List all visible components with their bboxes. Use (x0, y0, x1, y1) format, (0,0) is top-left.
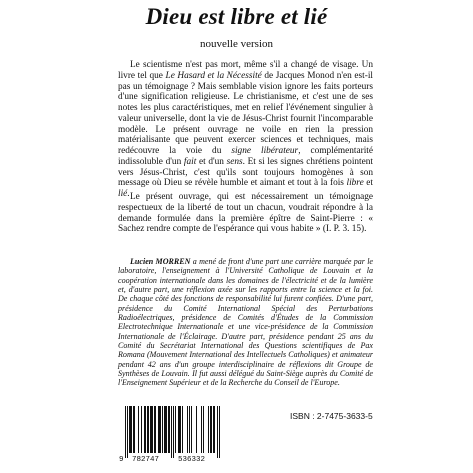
barcode-bar (165, 406, 166, 453)
barcode-bar (166, 406, 167, 453)
barcode-bar (203, 406, 204, 453)
barcode-bar (196, 406, 197, 453)
barcode-bar (214, 406, 215, 453)
barcode-bar (189, 406, 190, 453)
barcode-bar (191, 406, 192, 453)
barcode-bar (164, 406, 165, 453)
barcode-bar (168, 406, 169, 453)
barcode-bar (182, 406, 183, 453)
barcode-bar (141, 406, 142, 453)
barcode-bar (144, 406, 145, 453)
barcode-group-1: 782747 (131, 456, 160, 464)
barcode-bar (158, 406, 159, 453)
barcode-guard-bar (173, 406, 174, 458)
barcode-bar (211, 406, 212, 453)
barcode-bar (208, 406, 209, 453)
barcode-bar (134, 406, 135, 453)
barcode-bar (150, 406, 151, 453)
barcode-bar (138, 406, 139, 453)
barcode-bar (187, 406, 188, 453)
barcode-bar (160, 406, 161, 453)
barcode-bar (180, 406, 181, 453)
summary-paragraph-1: Le scientisme n'est pas mort, même s'il a changé de visage. Un livre tel que Le Hasard et la Nécessité de Jacques Monod n'en est-il pas un témoignage ? Mais semblable vision ignore les faits porteurs d'une signification religieuse. Le christianisme, et c'est une de ses notes les plus caractéristiques, met en relief l'événement singulier à valeur universelle, dont la vie de Jésus-Christ fournit l'incomparable modèle. Le présent ouvrage ne voile en rien la pression matérialisante que peuvent exercer sciences et techniques, mais redécouvre la voie du signe libérateur, complémentarité indissoluble d'un fait et d'un sens. Et si les signes chrétiens pointent vers Jésus-Christ, c'est qu'ils sont toujours homogènes à son message où Dieu se révèle humble et aimant et tout à la fois libre et lié. (118, 60, 373, 199)
barcode-guard-bar (127, 406, 128, 458)
barcode-bar (152, 406, 153, 453)
author-biography: Lucien MORREN a mené de front d'une part une carrière marquée par le laboratoire, l'enseignement à l'Université Catholique de Louvain et la coopération internationale dans les domaines de l'électricité et de la lumière et, d'autre part, une réflexion axée sur les rapports entre la science et la foi. De chaque côté des fonctions de responsabilité lui furent confiées. D'une part, présidence du Comité International Spécial des Perturbations Radioélectriques, présidence de Comités d'Études de la Commission Electrotechnique Internationale et une vice-présidence de la Commission Internationale de l'Éclairage. D'autre part, présidence pendant 25 ans du Comité du Secrétariat International des Questions scientifiques de Pax Romana (Mouvement International des Intellectuels Catholiques) et animateur pendant 42 ans d'un groupe interdisciplinaire de réflexions dit Groupe de Synthèses de Louvain. Il fut aussi délégué du Saint-Siège auprès du Comité de l'Enseignement Supérieur et de la Recherche du Conseil de l'Europe. (118, 257, 374, 388)
book-subtitle: nouvelle version (199, 38, 273, 50)
barcode-bar (175, 406, 176, 453)
ean-barcode (118, 404, 226, 464)
barcode-bar (201, 406, 202, 453)
barcode-guard-bar (219, 406, 220, 458)
barcode-bar (162, 406, 163, 453)
barcode-bar (130, 406, 131, 453)
barcode-guard-bar (171, 406, 172, 458)
book-title: Dieu est libre et lié (145, 4, 328, 29)
barcode-bar (178, 406, 179, 453)
barcode-first-digit: 9 (119, 456, 124, 464)
isbn-number: ISBN : 2-7475-3633-5 (290, 411, 373, 421)
barcode-bar (179, 406, 180, 453)
barcode-group-2: 536332 (177, 456, 206, 464)
author-name: Lucien MORREN (130, 257, 191, 266)
barcode-bar (148, 406, 149, 453)
barcode-bar (133, 406, 134, 453)
barcode-bar (213, 406, 214, 453)
barcode-guard-bar (125, 406, 126, 458)
barcode-guard-bar (217, 406, 218, 458)
barcode-bar (159, 406, 160, 453)
barcode-bar (145, 406, 146, 453)
summary-paragraph-2: Le présent ouvrage, qui est nécessairement un témoignage respectueux de la liberté de tout un chacun, voudrait répondre à la demande formulée dans la première épître de Saint-Pierre : « Sachez rendre compte de l'espérance qui vous habite » (I. P. 3. 15). (118, 192, 373, 235)
barcode-bar (155, 406, 156, 453)
barcode-bar (131, 406, 132, 453)
barcode-bar (151, 406, 152, 453)
barcode-bar (169, 406, 170, 453)
cited-book-title: Le Hasard et la Nécessité (165, 70, 262, 81)
barcode-bar (147, 406, 148, 453)
barcode-bar (210, 406, 211, 453)
barcode-bar (154, 406, 155, 453)
barcode-bar (129, 406, 130, 453)
